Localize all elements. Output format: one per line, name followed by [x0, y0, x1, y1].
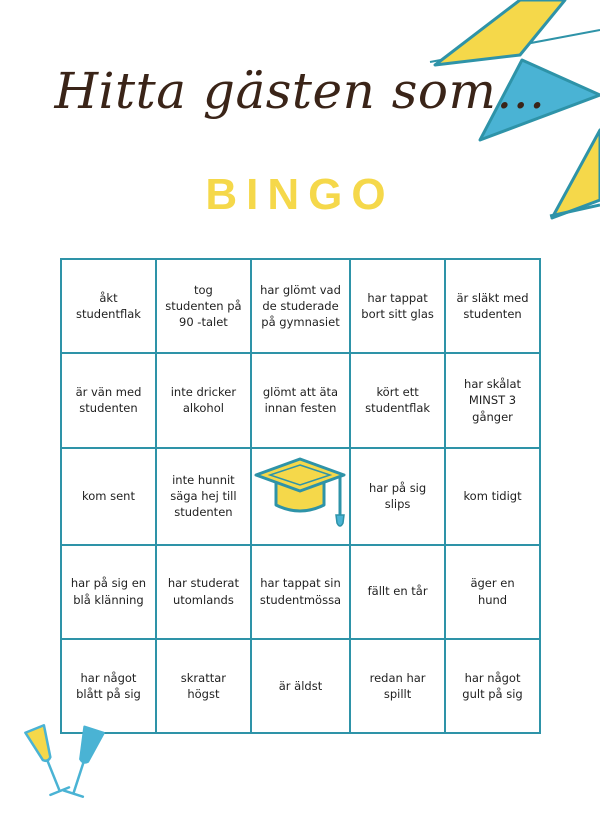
bingo-cell[interactable]: [350, 259, 445, 353]
bingo-cell-text: tog studenten på 90 -talet: [165, 282, 242, 330]
bingo-cell[interactable]: [445, 448, 540, 545]
bingo-cell[interactable]: [445, 639, 540, 733]
bingo-cell-text: är vän med studenten: [75, 385, 142, 416]
bingo-cell[interactable]: [61, 448, 156, 545]
bingo-cell[interactable]: [251, 259, 350, 353]
bingo-cell[interactable]: [350, 545, 445, 639]
bingo-cell-text: har tappat bort sitt glas: [361, 290, 434, 322]
bingo-cell[interactable]: [156, 448, 251, 545]
bingo-cell-text: äger en hund: [470, 576, 515, 607]
bingo-cell-text: skrattar högst: [180, 670, 227, 701]
bingo-cell[interactable]: [350, 639, 445, 733]
bingo-cell-text: är släkt med studenten: [456, 290, 529, 322]
script-title: Hitta gästen som...: [54, 62, 546, 120]
bingo-cell[interactable]: [156, 259, 251, 353]
bingo-cell[interactable]: [445, 353, 540, 447]
bingo-cell[interactable]: [445, 259, 540, 353]
bingo-cell-text: kört ett studentflak: [365, 385, 431, 416]
bingo-cell[interactable]: [156, 639, 251, 733]
bingo-cell-text: fällt en tår: [367, 584, 428, 599]
bingo-cell[interactable]: [156, 353, 251, 447]
bingo-cell-text: glömt att äta innan festen: [262, 385, 339, 416]
bingo-cell-text: har tappat sin studentmössa: [259, 576, 342, 607]
bingo-cell-text: har studerat utomlands: [167, 576, 239, 607]
bingo-cell-text: är äldst: [278, 678, 323, 693]
bingo-cell-text: kom tidigt: [463, 488, 522, 503]
bingo-cell[interactable]: [61, 259, 156, 353]
champagne-glasses-icon: [20, 722, 115, 812]
bingo-cell-text: har skålat MINST 3 gånger: [464, 376, 521, 424]
bingo-cell-text: kom sent: [81, 488, 135, 503]
bingo-cell[interactable]: [61, 353, 156, 447]
bingo-cell[interactable]: [61, 545, 156, 639]
bingo-title: BINGO: [205, 170, 395, 219]
bingo-cell-text: har på sig en blå klänning: [70, 576, 147, 607]
bingo-cell[interactable]: [445, 545, 540, 639]
bingo-cell[interactable]: [156, 545, 251, 639]
bingo-cell[interactable]: [350, 448, 445, 545]
bingo-cell[interactable]: [251, 545, 350, 639]
graduation-cap-icon: [252, 449, 348, 544]
bingo-cell-text: redan har spillt: [369, 670, 426, 701]
bingo-cell[interactable]: [251, 639, 350, 733]
bingo-center-cell[interactable]: [251, 448, 350, 545]
bingo-cell-text: har något gult på sig: [462, 670, 523, 701]
bingo-cell-text: har glömt vad de studerade på gymnasiet: [260, 282, 341, 330]
bingo-cell[interactable]: [61, 639, 156, 733]
bingo-cell-text: har något blått på sig: [76, 670, 141, 701]
bingo-cell[interactable]: [350, 353, 445, 447]
bingo-grid: [60, 258, 541, 734]
bingo-cell-text: inte hunnit säga hej till studenten: [170, 472, 237, 520]
bingo-cell[interactable]: [251, 353, 350, 447]
bingo-cell-text: inte dricker alkohol: [170, 385, 237, 416]
bingo-cell-text: åkt studentflak: [76, 290, 141, 322]
bingo-cell-text: har på sig slips: [368, 480, 427, 511]
